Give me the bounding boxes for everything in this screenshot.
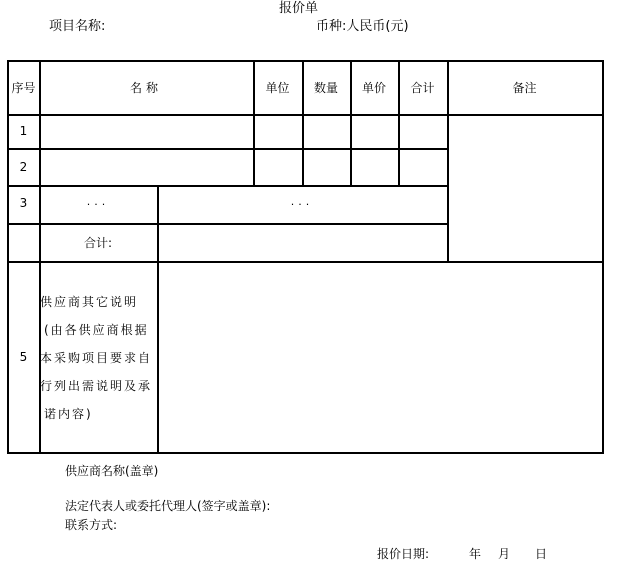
- row3-name: ...: [86, 195, 110, 208]
- note-line: 供应商其它说明: [40, 295, 139, 309]
- row1-index: 1: [19, 124, 28, 138]
- supplier-other-notes-label: [40, 288, 158, 428]
- header-name: 名称: [129, 80, 162, 95]
- contact-label: 联系方式:: [65, 518, 118, 532]
- quote-date-year: 年: [469, 547, 482, 561]
- note-line: 本采购项目要求自: [40, 351, 153, 365]
- quote-date-label: 报价日期:: [377, 547, 430, 561]
- row1-name[interactable]: [39, 114, 253, 148]
- row2-total[interactable]: [398, 148, 447, 185]
- header-unit: 单位: [265, 80, 290, 95]
- row4-index: [7, 223, 40, 261]
- supplier-name-label: 供应商名称(盖章): [65, 464, 159, 478]
- supplier-notes-content[interactable]: [157, 261, 602, 452]
- remarks-cell[interactable]: [447, 114, 602, 261]
- row1-quantity[interactable]: [302, 114, 350, 148]
- row1-unit[interactable]: [253, 114, 302, 148]
- row3-rest: ...: [290, 195, 314, 208]
- subtotal-value[interactable]: [157, 223, 447, 261]
- header-total: 合计: [410, 80, 435, 95]
- header-index: 序号: [11, 80, 36, 95]
- row2-index: 2: [19, 159, 28, 174]
- note-line: (由各供应商根据: [44, 323, 149, 337]
- document-title: 报价单: [279, 1, 319, 16]
- header-quantity: 数量: [313, 80, 338, 95]
- currency-label: 币种:人民币(元): [316, 19, 409, 34]
- subtotal-label: 合计:: [83, 235, 113, 250]
- header-remarks: 备注: [512, 80, 537, 95]
- row2-name[interactable]: [39, 148, 253, 185]
- note-line: 行列出需说明及承: [40, 379, 153, 393]
- quote-date-day: 日: [535, 547, 548, 561]
- row3-index: 3: [19, 196, 28, 210]
- row1-unit-price[interactable]: [350, 114, 398, 148]
- project-name-label: 项目名称:: [49, 19, 106, 34]
- legal-rep-label: 法定代表人或委托代理人(签字或盖章):: [65, 499, 271, 513]
- row2-unit[interactable]: [253, 148, 302, 185]
- table-border-right: [602, 60, 604, 453]
- row1-total[interactable]: [398, 114, 447, 148]
- table-border-bottom: [7, 452, 604, 454]
- row2-unit-price[interactable]: [350, 148, 398, 185]
- quote-date-month: 月: [498, 547, 511, 561]
- row5-index: 5: [19, 349, 28, 364]
- header-unit-price: 单价: [361, 80, 386, 95]
- note-line: 诺内容): [44, 407, 93, 421]
- row2-quantity[interactable]: [302, 148, 350, 185]
